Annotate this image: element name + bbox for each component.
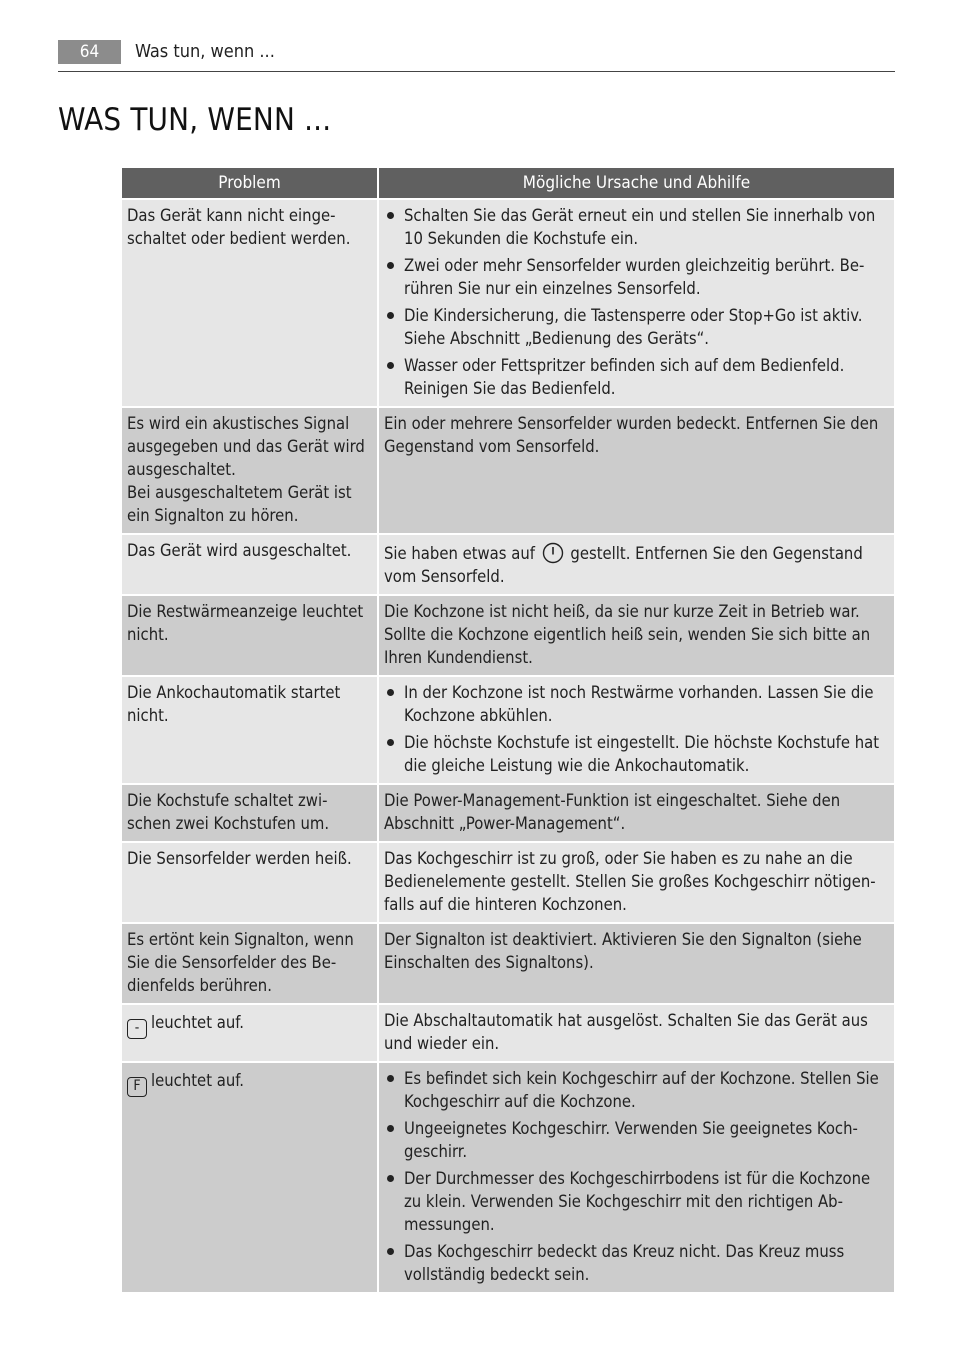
list-item: Wasser oder Fettspritzer befinden sich auf dem Bedienfeld. Reinigen Sie das Bedienfeld. — [384, 354, 889, 400]
list-item: Der Durchmesser des Kochgeschirrbodens ist für die Kochzone zu klein. Verwenden Sie Kochgeschirr mit den richtigen Ab-messungen. — [384, 1167, 889, 1236]
list-item: Die Kindersicherung, die Tastensperre oder Stop+Go ist aktiv. Siehe Abschnitt „Bedienung des Geräts“. — [384, 304, 889, 350]
problem-text: Die Ankochautomatik startet nicht. — [127, 683, 341, 725]
problem-text: Die Sensorfelder werden heiß. — [127, 849, 352, 868]
solution-text: Sie haben etwas auf — [384, 544, 535, 563]
list-item: Die höchste Kochstufe ist eingestellt. Die höchste Kochstufe hat die gleiche Leistung wie die Ankochautomatik. — [384, 731, 889, 777]
problem-cell — [122, 596, 377, 675]
dash-symbol-icon: - — [127, 1019, 147, 1039]
page-header — [58, 40, 895, 72]
problem-text: Es ertönt kein Signalton, wenn Sie die Sensorfelder des Be- dienfelds berühren. — [127, 930, 354, 995]
troubleshooting-table — [120, 166, 896, 1294]
column-header-problem: Problem — [122, 168, 377, 198]
page-number: 64 — [58, 40, 121, 64]
problem-cell — [122, 408, 377, 533]
table-row — [122, 1063, 894, 1292]
table-row — [122, 843, 894, 922]
page-title: WAS TUN, WENN ... — [58, 102, 332, 138]
problem-cell — [122, 200, 377, 406]
solution-text: Die Power-Management-Funktion ist eingeschaltet. Siehe den Abschnitt „Power-Management“. — [384, 791, 841, 833]
problem-text: Das Gerät kann nicht einge- schaltet oder bedient werden. — [127, 206, 351, 248]
solution-list — [384, 681, 889, 777]
problem-text: Die Restwärmeanzeige leuchtet nicht. — [127, 602, 364, 644]
table-row — [122, 924, 894, 1003]
list-item: Es befindet sich kein Kochgeschirr auf der Kochzone. Stellen Sie Kochgeschirr auf die Kochzone. — [384, 1067, 889, 1113]
problem-cell — [122, 843, 377, 922]
solution-list — [384, 1067, 889, 1286]
problem-cell — [122, 785, 377, 841]
problem-cell — [122, 535, 377, 594]
table-row — [122, 535, 894, 594]
list-item: Das Kochgeschirr bedeckt das Kreuz nicht. Das Kreuz muss vollständig bedeckt sein. — [384, 1240, 889, 1286]
solution-text: Die Kochzone ist nicht heiß, da sie nur kurze Zeit in Betrieb war. Sollte die Kochzone eigentlich heiß sein, wenden Sie sich bitte an Ihren Kundendienst. — [384, 602, 871, 667]
table-row — [122, 785, 894, 841]
problem-cell — [122, 924, 377, 1003]
solution-cell — [379, 535, 894, 594]
problem-text: leuchtet auf. — [151, 1013, 244, 1032]
list-item: In der Kochzone ist noch Restwärme vorhanden. Lassen Sie die Kochzone abkühlen. — [384, 681, 889, 727]
problem-text: leuchtet auf. — [151, 1071, 244, 1090]
problem-text: Das Gerät wird ausgeschaltet. — [127, 541, 352, 560]
table-header-row — [122, 168, 894, 198]
solution-text: Der Signalton ist deaktiviert. Aktivieren Sie den Signalton (siehe Einschalten des Signaltons). — [384, 930, 862, 972]
solution-cell — [379, 200, 894, 406]
solution-cell — [379, 596, 894, 675]
solution-cell — [379, 843, 894, 922]
table-row — [122, 200, 894, 406]
problem-text: Es wird ein akustisches Signal ausgegeben und das Gerät wird ausgeschaltet. Bei ausgeschaltetem Gerät ist ein Signalton zu hören. — [127, 414, 365, 525]
f-symbol-icon: F — [127, 1077, 147, 1097]
list-item: Zwei oder mehr Sensorfelder wurden gleichzeitig berührt. Be-rühren Sie nur ein einzelnes Sensorfeld. — [384, 254, 889, 300]
problem-cell — [122, 1005, 377, 1061]
problem-text: Die Kochstufe schaltet zwi- schen zwei Kochstufen um. — [127, 791, 330, 833]
table-row — [122, 408, 894, 533]
table-row — [122, 677, 894, 783]
table-row — [122, 1005, 894, 1061]
solution-cell — [379, 677, 894, 783]
solution-cell — [379, 1063, 894, 1292]
power-icon — [542, 542, 564, 564]
solution-cell — [379, 785, 894, 841]
problem-cell — [122, 1063, 377, 1292]
column-header-solution: Mögliche Ursache und Abhilfe — [379, 168, 894, 198]
solution-text: Das Kochgeschirr ist zu groß, oder Sie haben es zu nahe an die Bedienelemente gestellt. Stellen Sie großes Kochgeschirr nötigen-falls auf die hinteren Kochzonen. — [384, 849, 876, 914]
solution-list — [384, 204, 889, 400]
solution-text-continued: gestellt. Entfernen Sie den Gegenstand vom Sensorfeld. — [384, 544, 863, 586]
list-item: Schalten Sie das Gerät erneut ein und stellen Sie innerhalb von 10 Sekunden die Kochstufe ein. — [384, 204, 889, 250]
solution-cell — [379, 924, 894, 1003]
solution-cell — [379, 408, 894, 533]
solution-cell — [379, 1005, 894, 1061]
list-item: Ungeeignetes Kochgeschirr. Verwenden Sie geeignetes Koch-geschirr. — [384, 1117, 889, 1163]
solution-text: Die Abschaltautomatik hat ausgelöst. Schalten Sie das Gerät aus und wieder ein. — [384, 1011, 868, 1053]
problem-cell — [122, 677, 377, 783]
solution-text: Ein oder mehrere Sensorfelder wurden bedeckt. Entfernen Sie den Gegenstand vom Sensorfeld. — [384, 414, 879, 456]
running-title: Was tun, wenn ... — [135, 41, 275, 62]
table-row — [122, 596, 894, 675]
